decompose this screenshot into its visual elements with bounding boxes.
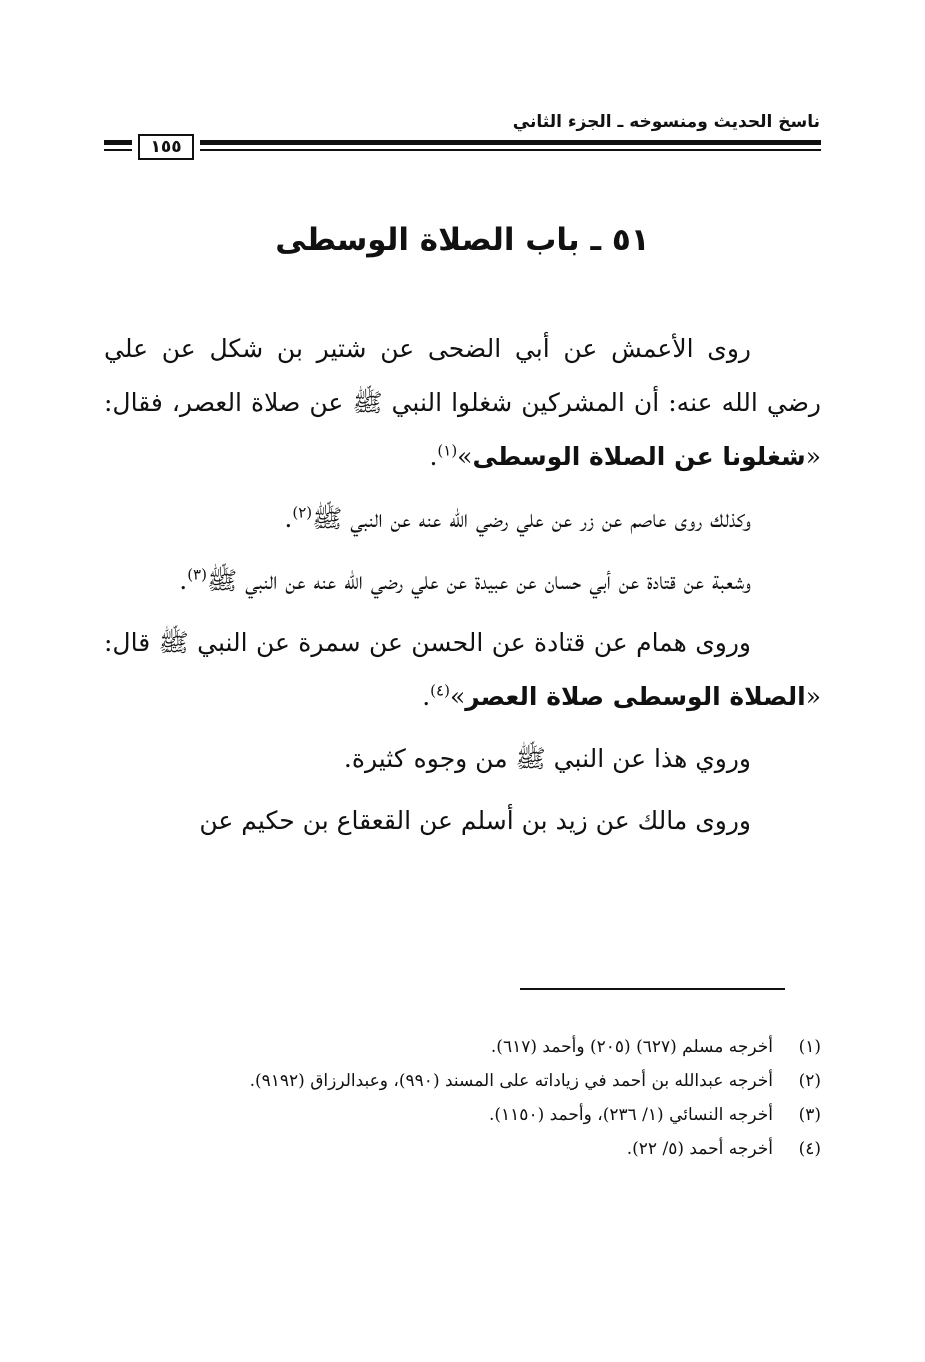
footnote <box>104 1132 821 1166</box>
footnote-text: أخرجه عبدالله بن أحمد في زياداته على المسند (٩٩٠)، وعبدالرزاق (٩١٩٢). <box>249 1071 773 1091</box>
paragraph-text: وروى مالك عن زيد بن أسلم عن القعقاع بن حكيم عن <box>199 806 751 835</box>
paragraph <box>104 554 821 608</box>
footnote <box>104 1030 821 1064</box>
paragraph-text: وشعبة عن قتادة عن أبي حسان عن عبيدة عن علي رضي الله عنه عن النبي ﷺ <box>206 566 751 595</box>
chapter-title: ٥١ ـ باب الصلاة الوسطى <box>275 222 650 258</box>
footnote <box>104 1064 821 1098</box>
paragraph-text: روى الأعمش عن أبي الضحى عن شتير بن شكل عن علي رضي الله عنه: أن المشركين شغلوا النبي ﷺ عن صلاة العصر، فقال: « <box>104 334 821 471</box>
paragraph-text: وكذلك روى عاصم عن زر عن علي رضي الله عنه عن النبي ﷺ <box>312 504 751 533</box>
paragraph-text: وروى همام عن قتادة عن الحسن عن سمرة عن النبي ﷺ قال: « <box>104 628 821 711</box>
body-text <box>104 322 821 856</box>
paragraph <box>104 616 821 724</box>
quote-close: » <box>449 682 466 711</box>
quoted-hadith: الصلاة الوسطى صلاة العصر <box>465 682 806 711</box>
footnote-ref: (٤) <box>430 681 450 700</box>
header-rule-left-thick <box>104 140 132 145</box>
header-rule-left-thin <box>104 149 132 151</box>
paragraph-end: . <box>284 504 293 533</box>
footnote-text: أخرجه مسلم (٦٢٧) (٢٠٥) وأحمد (٦١٧). <box>490 1037 773 1057</box>
header-rule-thick <box>200 140 821 145</box>
footnote-ref: (٣) <box>187 565 207 584</box>
footnote-number: (١) <box>798 1037 821 1057</box>
footnote-ref: (١) <box>437 441 458 460</box>
paragraph <box>104 322 821 484</box>
paragraph-end: . <box>429 442 438 471</box>
footnote-separator <box>520 988 785 990</box>
running-head: ناسخ الحديث ومنسوخه ـ الجزء الثاني <box>512 112 820 132</box>
footnote-text: أخرجه أحمد (٥/ ٢٢). <box>626 1139 773 1159</box>
paragraph-end: . <box>179 566 188 595</box>
paragraph <box>104 732 821 786</box>
paragraph-end: . <box>422 682 431 711</box>
footnote-number: (٤) <box>798 1139 821 1159</box>
quoted-hadith: شغلونا عن الصلاة الوسطى <box>472 442 806 471</box>
quote-close: » <box>457 442 473 471</box>
footnote-number: (٣) <box>798 1105 821 1125</box>
paragraph-text: وروي هذا عن النبي ﷺ من وجوه كثيرة. <box>343 744 751 773</box>
footnote-ref: (٢) <box>292 503 313 522</box>
paragraph <box>104 794 821 848</box>
header-rule-thin <box>200 149 821 151</box>
footnotes <box>104 1030 821 1166</box>
footnote-number: (٢) <box>798 1071 821 1091</box>
footnote <box>104 1098 821 1132</box>
paragraph <box>104 492 821 546</box>
footnote-text: أخرجه النسائي (١/ ٢٣٦)، وأحمد (١١٥٠). <box>489 1105 773 1125</box>
page-number: ١٥٥ <box>138 134 194 160</box>
